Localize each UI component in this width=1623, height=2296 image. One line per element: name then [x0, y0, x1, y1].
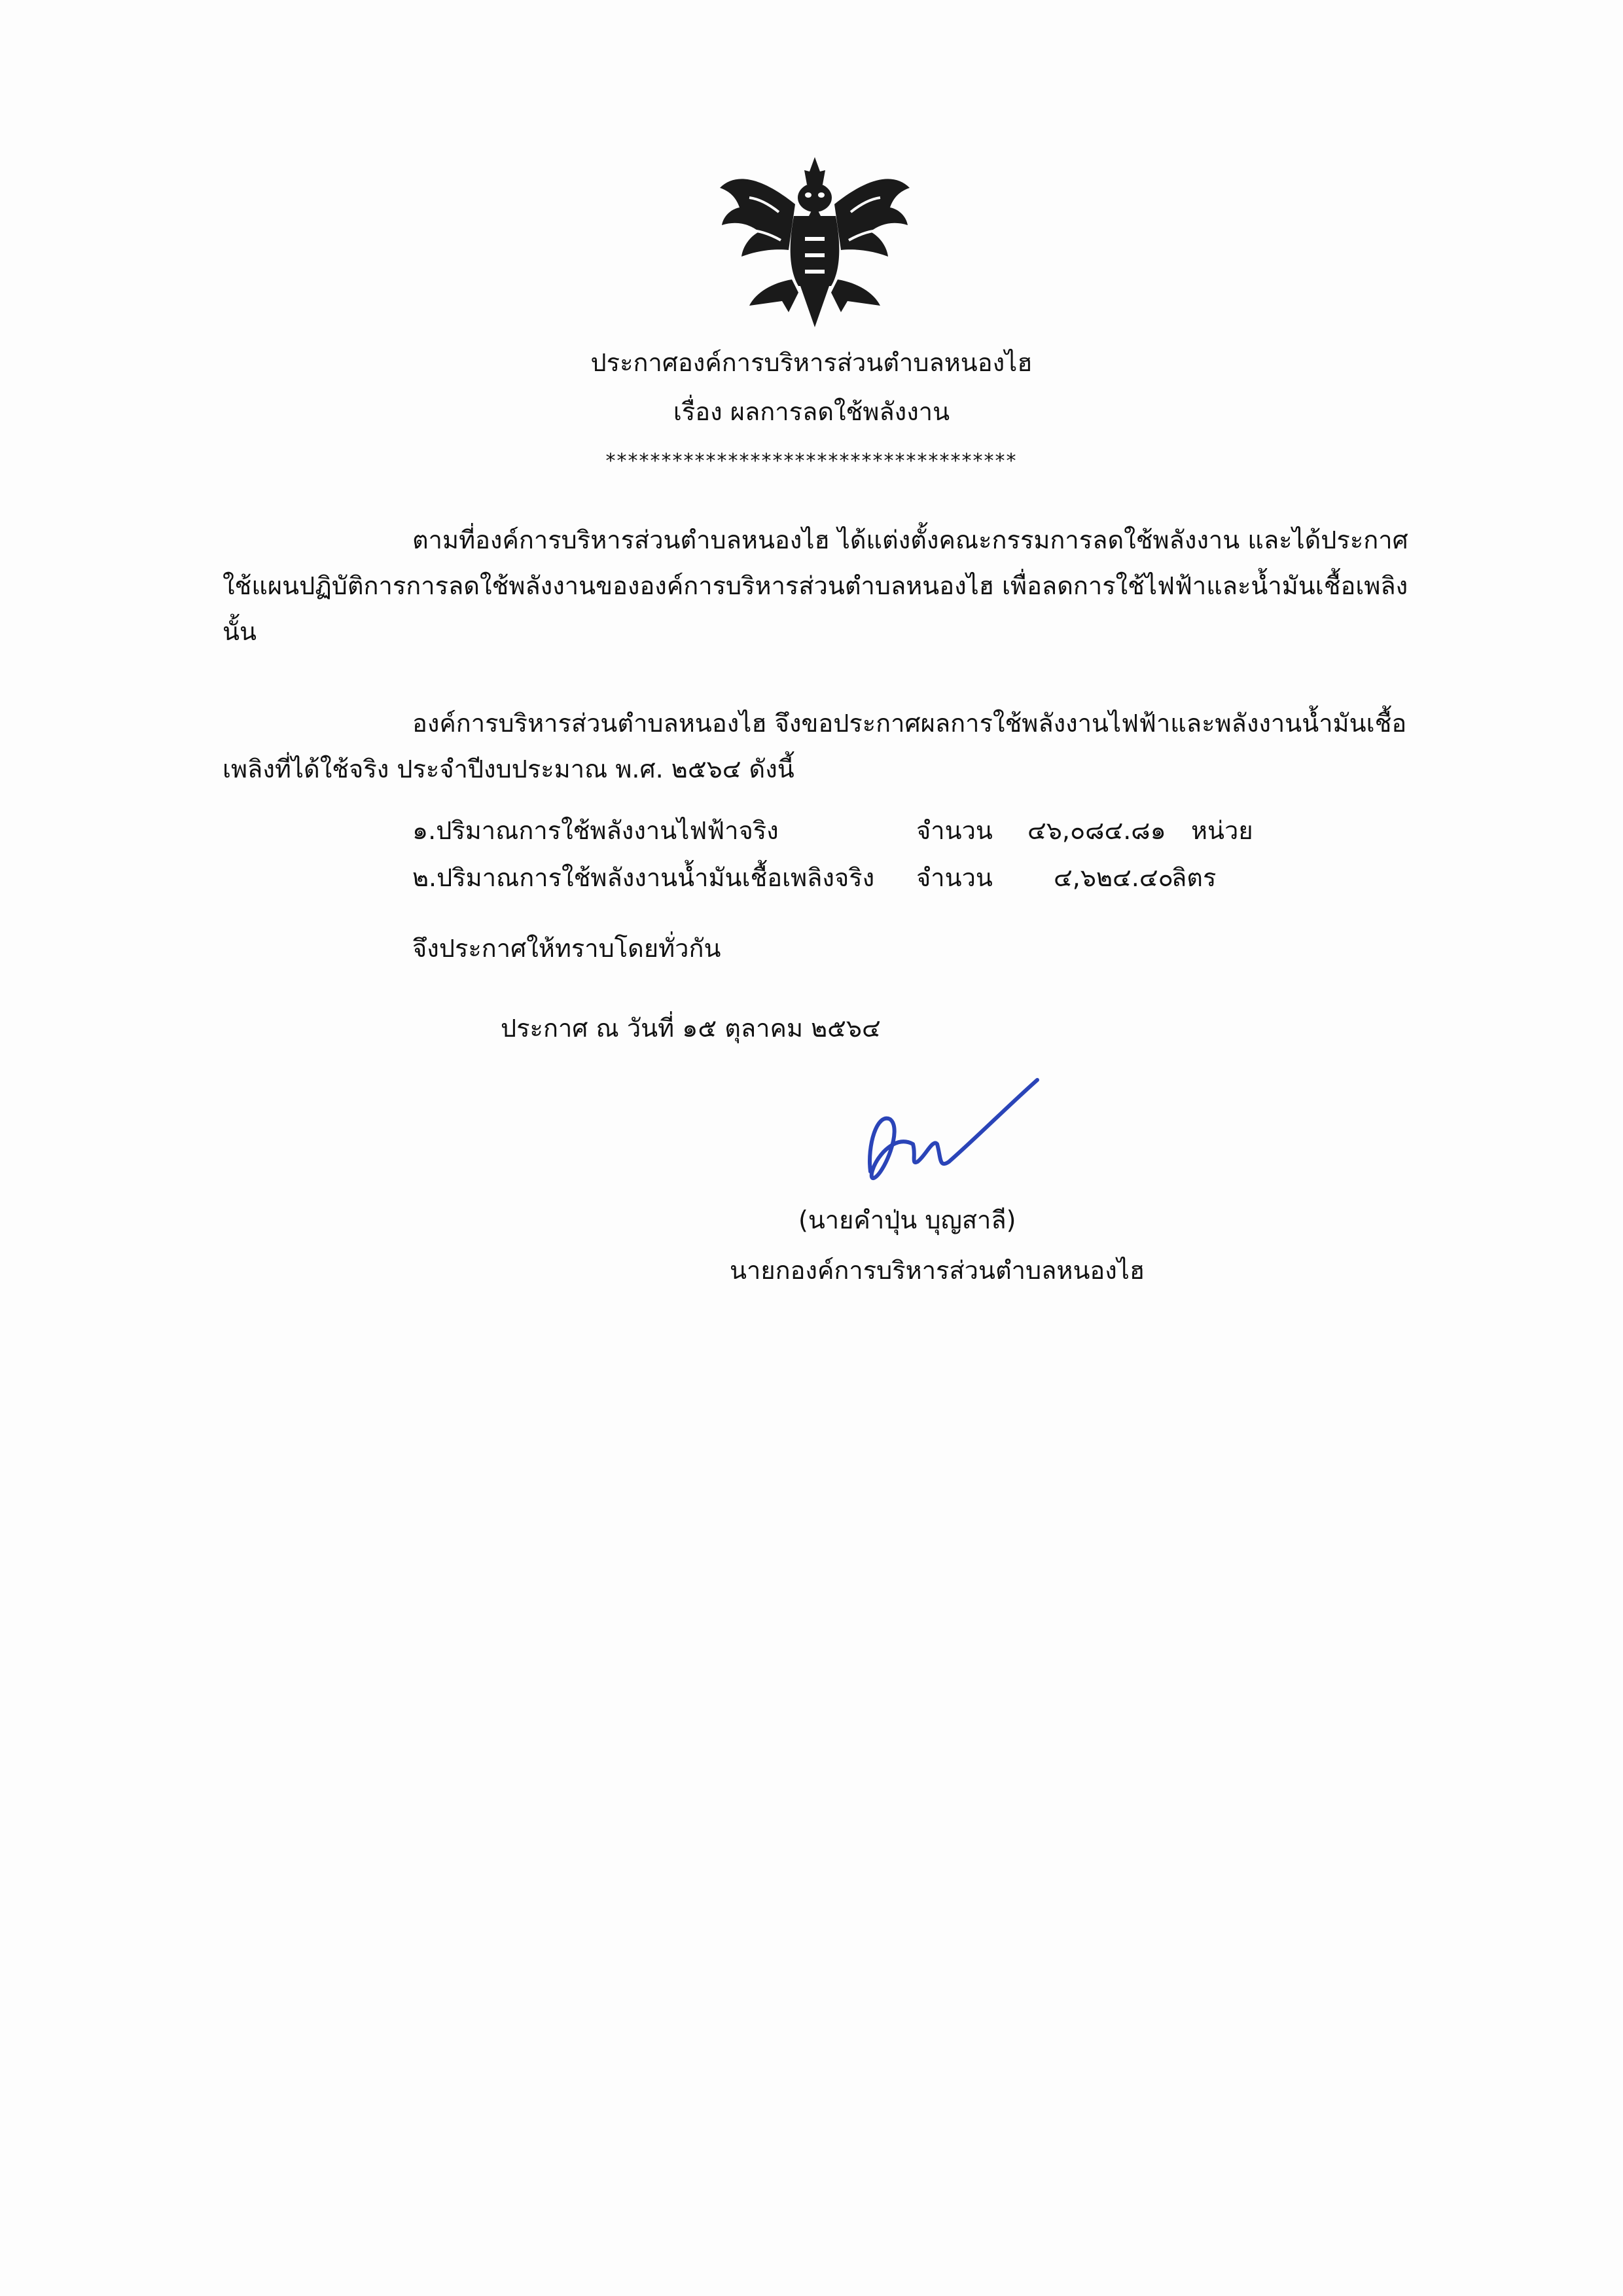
announcement-subject: เรื่อง ผลการลดใช้พลังงาน — [673, 397, 950, 426]
usage-unit: หน่วย — [1191, 816, 1253, 845]
paragraph-1-text: ตามที่องค์การบริหารส่วนตำบลหนองไฮ ได้แต่งตั้งคณะกรรมการลดใช้พลังงาน และได้ประกาศใช้แผนปฏิบัติการการลดใช้พลังงานขององค์การบริหารส่วนตำบลหนองไฮ เพื่อลดการใช้ไฟฟ้าและน้ำมันเชื้อเพลิง นั้น — [223, 526, 1408, 646]
usage-unit: ลิตร — [1171, 863, 1217, 892]
announcement-title: ประกาศองค์การบริหารส่วนตำบลหนองไฮ — [590, 348, 1033, 377]
usage-label: ๒.ปริมาณการใช้พลังงานน้ำมันเชื้อเพลิงจริง — [412, 863, 875, 892]
signer-name: (นายคำปุ่น บุญสาลี) — [798, 1206, 1016, 1234]
date-line: ประกาศ ณ วันที่ ๑๕ ตุลาคม ๒๕๖๔ — [501, 1014, 881, 1043]
usage-value: ๔๖,๐๘๔.๘๑ — [1027, 816, 1166, 845]
usage-qty-label: จำนวน — [916, 816, 993, 845]
garuda-emblem-icon — [710, 152, 919, 329]
paragraph-2-text: องค์การบริหารส่วนตำบลหนองไฮ จึงขอประกาศผลการใช้พลังงานไฟฟ้าและพลังงานน้ำมันเชื้อเพลิงที่ได้ใช้จริง ประจำปีงบประมาณ พ.ศ. ๒๕๖๔ ดังนี้ — [223, 709, 1407, 783]
closing-line: จึงประกาศให้ทราบโดยทั่วกัน — [412, 934, 721, 963]
paragraph-2 — [223, 700, 1414, 792]
paragraph-1 — [223, 517, 1414, 655]
usage-value: ๔,๖๒๔.๔๐ — [1054, 863, 1173, 892]
signer-position: นายกองค์การบริหารส่วนตำบลหนองไฮ — [730, 1256, 1145, 1285]
signature-mark — [851, 1067, 1047, 1191]
header-divider: ************************************* — [605, 450, 1018, 473]
usage-qty-label: จำนวน — [916, 863, 993, 892]
usage-label: ๑.ปริมาณการใช้พลังงานไฟฟ้าจริง — [412, 816, 779, 845]
